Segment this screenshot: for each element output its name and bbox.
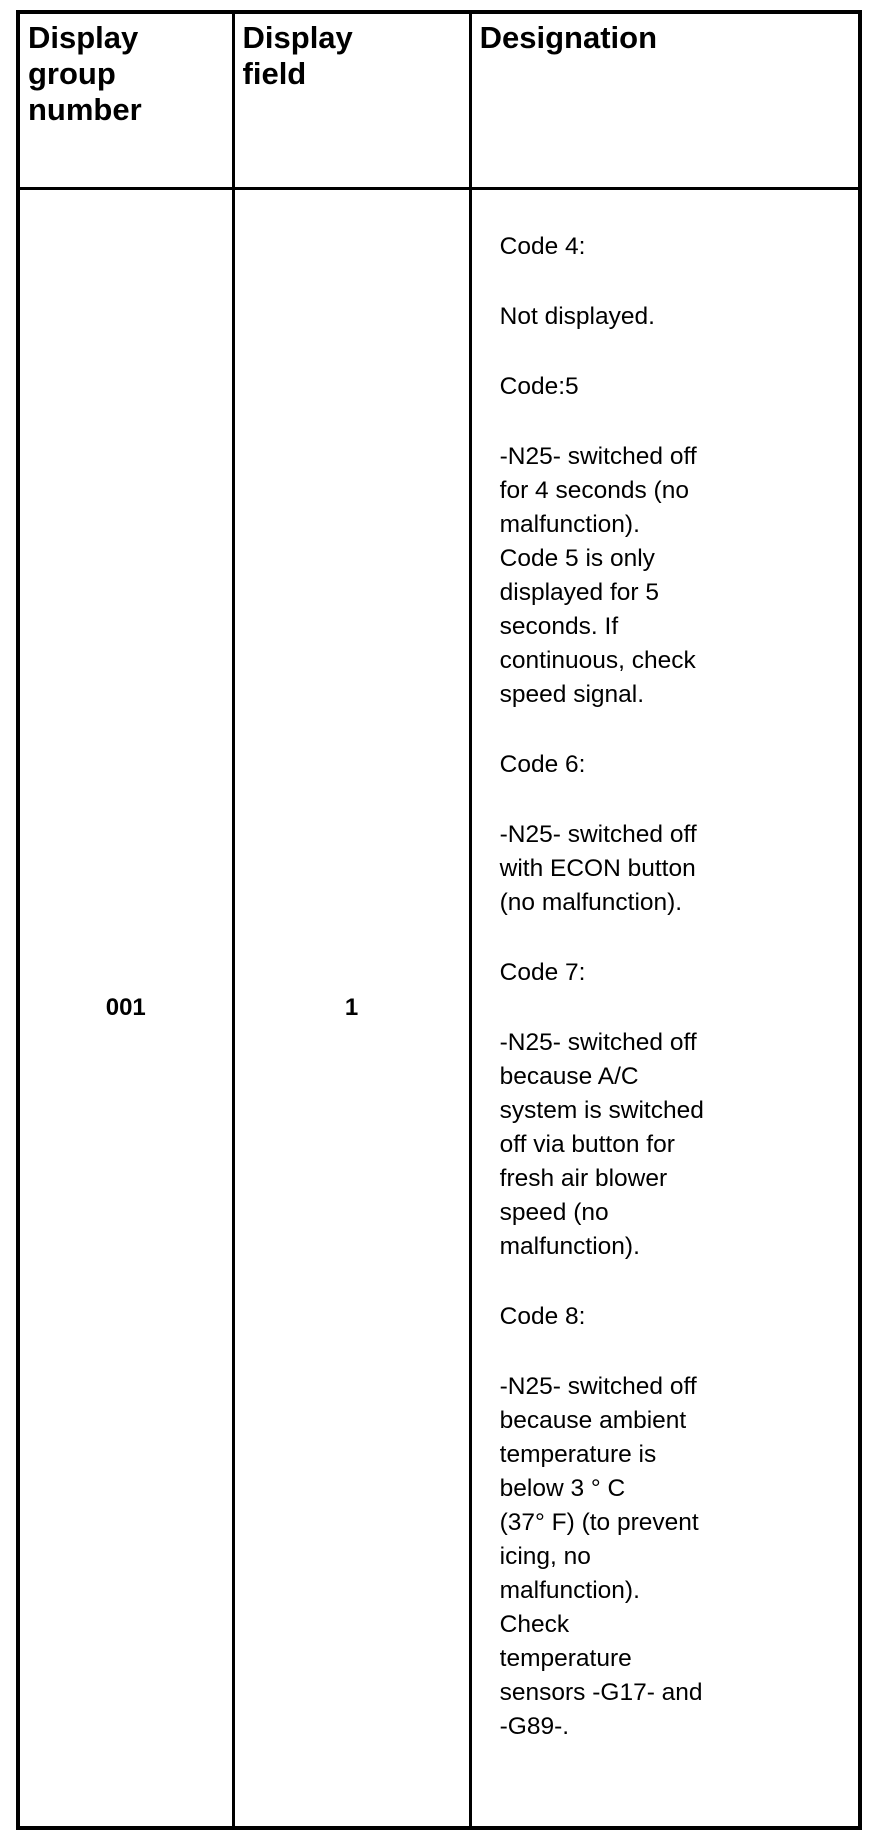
- designation-line: system is switched: [499, 1096, 704, 1124]
- designation-line: icing, no: [499, 1542, 591, 1570]
- designation-line: temperature: [499, 1644, 632, 1672]
- designation-paragraph: [500, 748, 780, 782]
- designation-line: speed signal.: [499, 680, 645, 708]
- designation-line: temperature is: [499, 1440, 657, 1468]
- designation-paragraph: [500, 1370, 780, 1744]
- designation-line: malfunction).: [499, 1232, 640, 1260]
- designation-line: seconds. If: [499, 612, 619, 640]
- designation-line: Code:5: [499, 372, 579, 400]
- header-field-line-1: Display: [242, 20, 353, 55]
- designation-line: Code 6:: [499, 750, 586, 778]
- designation-line: Code 4:: [499, 232, 586, 260]
- designation-line: -N25- switched off: [499, 1028, 697, 1056]
- designation-line: fresh air blower: [499, 1164, 668, 1192]
- designation-paragraph: [500, 1300, 780, 1334]
- display-field-value: 1: [344, 993, 359, 1021]
- header-designation-label: Designation: [479, 20, 658, 55]
- designation-paragraph: [500, 956, 780, 990]
- designation-line: Code 5 is only: [499, 544, 655, 572]
- designation-cell: [470, 188, 860, 1828]
- header-group-line-3: number: [28, 92, 142, 127]
- header-designation: [470, 12, 860, 188]
- designation-paragraph: [500, 370, 780, 404]
- designation-line: with ECON button: [499, 854, 696, 882]
- designation-paragraph: [500, 300, 780, 334]
- table-body: [18, 188, 860, 1828]
- header-row: [18, 12, 860, 188]
- designation-line: because A/C: [499, 1062, 639, 1090]
- designation-line: Code 7:: [499, 958, 586, 986]
- designation-line: below 3 ° C: [499, 1474, 626, 1502]
- designation-line: Code 8:: [499, 1302, 586, 1330]
- designation-paragraph: [500, 1026, 780, 1264]
- designation-line: Check: [499, 1610, 570, 1638]
- designation-line: because ambient: [499, 1406, 687, 1434]
- header-display-group-number: [18, 12, 233, 188]
- table-header: [18, 12, 860, 188]
- designation-text: [500, 230, 848, 1744]
- designation-line: malfunction).: [499, 1576, 640, 1604]
- designation-line: (37° F) (to prevent: [499, 1508, 699, 1536]
- designation-paragraph: [500, 230, 780, 264]
- designation-line: sensors -G17- and: [499, 1678, 703, 1706]
- table-row: [18, 188, 860, 1828]
- designation-paragraph: [500, 440, 780, 712]
- designation-line: -N25- switched off: [499, 820, 697, 848]
- header-group-line-1: Display: [28, 20, 139, 55]
- designation-line: (no malfunction).: [499, 888, 683, 916]
- designation-paragraph: [500, 818, 780, 920]
- designation-line: off via button for: [499, 1130, 675, 1158]
- designation-line: -N25- switched off: [499, 442, 697, 470]
- designation-line: continuous, check: [499, 646, 696, 674]
- display-group-table: [16, 10, 862, 1830]
- designation-line: for 4 seconds (no: [499, 476, 689, 504]
- designation-line: malfunction).: [499, 510, 640, 538]
- header-group-line-2: group: [28, 56, 116, 91]
- group-number-value: 001: [105, 993, 146, 1021]
- display-field-cell: [233, 188, 470, 1828]
- designation-line: Not displayed.: [499, 302, 655, 330]
- header-field-line-2: field: [242, 56, 307, 91]
- group-number-cell: [18, 188, 233, 1828]
- designation-line: speed (no: [499, 1198, 609, 1226]
- designation-line: displayed for 5: [499, 578, 659, 606]
- designation-line: -N25- switched off: [499, 1372, 697, 1400]
- header-display-field: [233, 12, 470, 188]
- designation-line: -G89-.: [499, 1712, 570, 1740]
